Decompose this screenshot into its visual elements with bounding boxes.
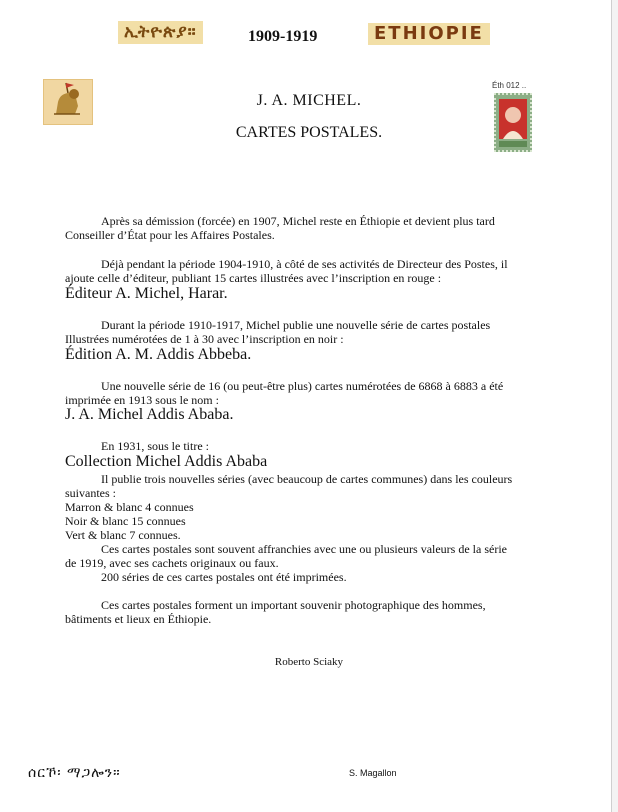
paragraph-9: Ces cartes postales forment un important souvenir photographique des hommes, bâtiments et lieux en Éthiopie. xyxy=(65,598,486,626)
paragraph-3: Durant la période 1910-1917, Michel publie une nouvelle série de cartes postales Illustrées numérotées de 1 à 30 avec l’inscription en noir : xyxy=(65,318,491,346)
paragraph-1: Après sa démission (forcée) en 1907, Michel reste en Éthiopie et devient plus tard Conseiller d’État pour les Affaires Postales. xyxy=(65,214,495,242)
paragraph-7: Ces cartes postales sont souvent affranchies avec une ou plusieurs valeurs de la série de 1919, avec ses cachets originaux ou faux. xyxy=(65,542,507,570)
title-subject: CARTES POSTALES. xyxy=(235,124,383,141)
paragraph-2: Déjà pendant la période 1904-1910, à côté de ses activités de Directeur des Postes, il ajoute celle d’éditeur, publiant 15 cartes illustrées avec l’inscription en rouge : xyxy=(65,257,508,285)
list-item: Vert & blanc 7 connues. xyxy=(65,528,181,542)
inscription-1913: J. A. Michel Addis Ababa. xyxy=(65,406,234,423)
paragraph-8: 200 séries de ces cartes postales ont été imprimées. xyxy=(101,570,347,584)
list-item: Marron & blanc 4 connues xyxy=(65,500,194,514)
amharic-header-badge: ኢትዮጵያ። xyxy=(118,21,203,44)
footer-amharic-name: ሰርኾ፡ ማጋሎን። xyxy=(28,765,121,781)
paragraph-5: En 1931, sous le titre : xyxy=(101,439,209,453)
signature: Roberto Sciaky xyxy=(274,656,344,668)
page-scroll-gutter[interactable] xyxy=(612,0,618,812)
list-item: Noir & blanc 15 connues xyxy=(65,514,186,528)
stamp-reference: Éth 012 .. xyxy=(492,81,527,90)
paragraph-6: Il publie trois nouvelles séries (avec beaucoup de cartes communes) dans les couleurs suivantes : xyxy=(65,472,513,500)
collection-title: Collection Michel Addis Ababa xyxy=(65,453,268,470)
footer-author: S. Magallon xyxy=(349,768,397,778)
title-author: J. A. MICHEL. xyxy=(256,92,362,109)
years-heading: 1909-1919 xyxy=(248,28,318,45)
inscription-red: Éditeur A. Michel, Harar. xyxy=(65,285,228,302)
ethiopie-header-badge: ETHIOPIE xyxy=(368,23,490,45)
inscription-black: Édition A. M. Addis Abbeba. xyxy=(65,346,252,363)
paragraph-4: Une nouvelle série de 16 (ou peut-être plus) cartes numérotées de 6868 à 6883 a été imprimée en 1913 sous le nom : xyxy=(65,379,504,407)
